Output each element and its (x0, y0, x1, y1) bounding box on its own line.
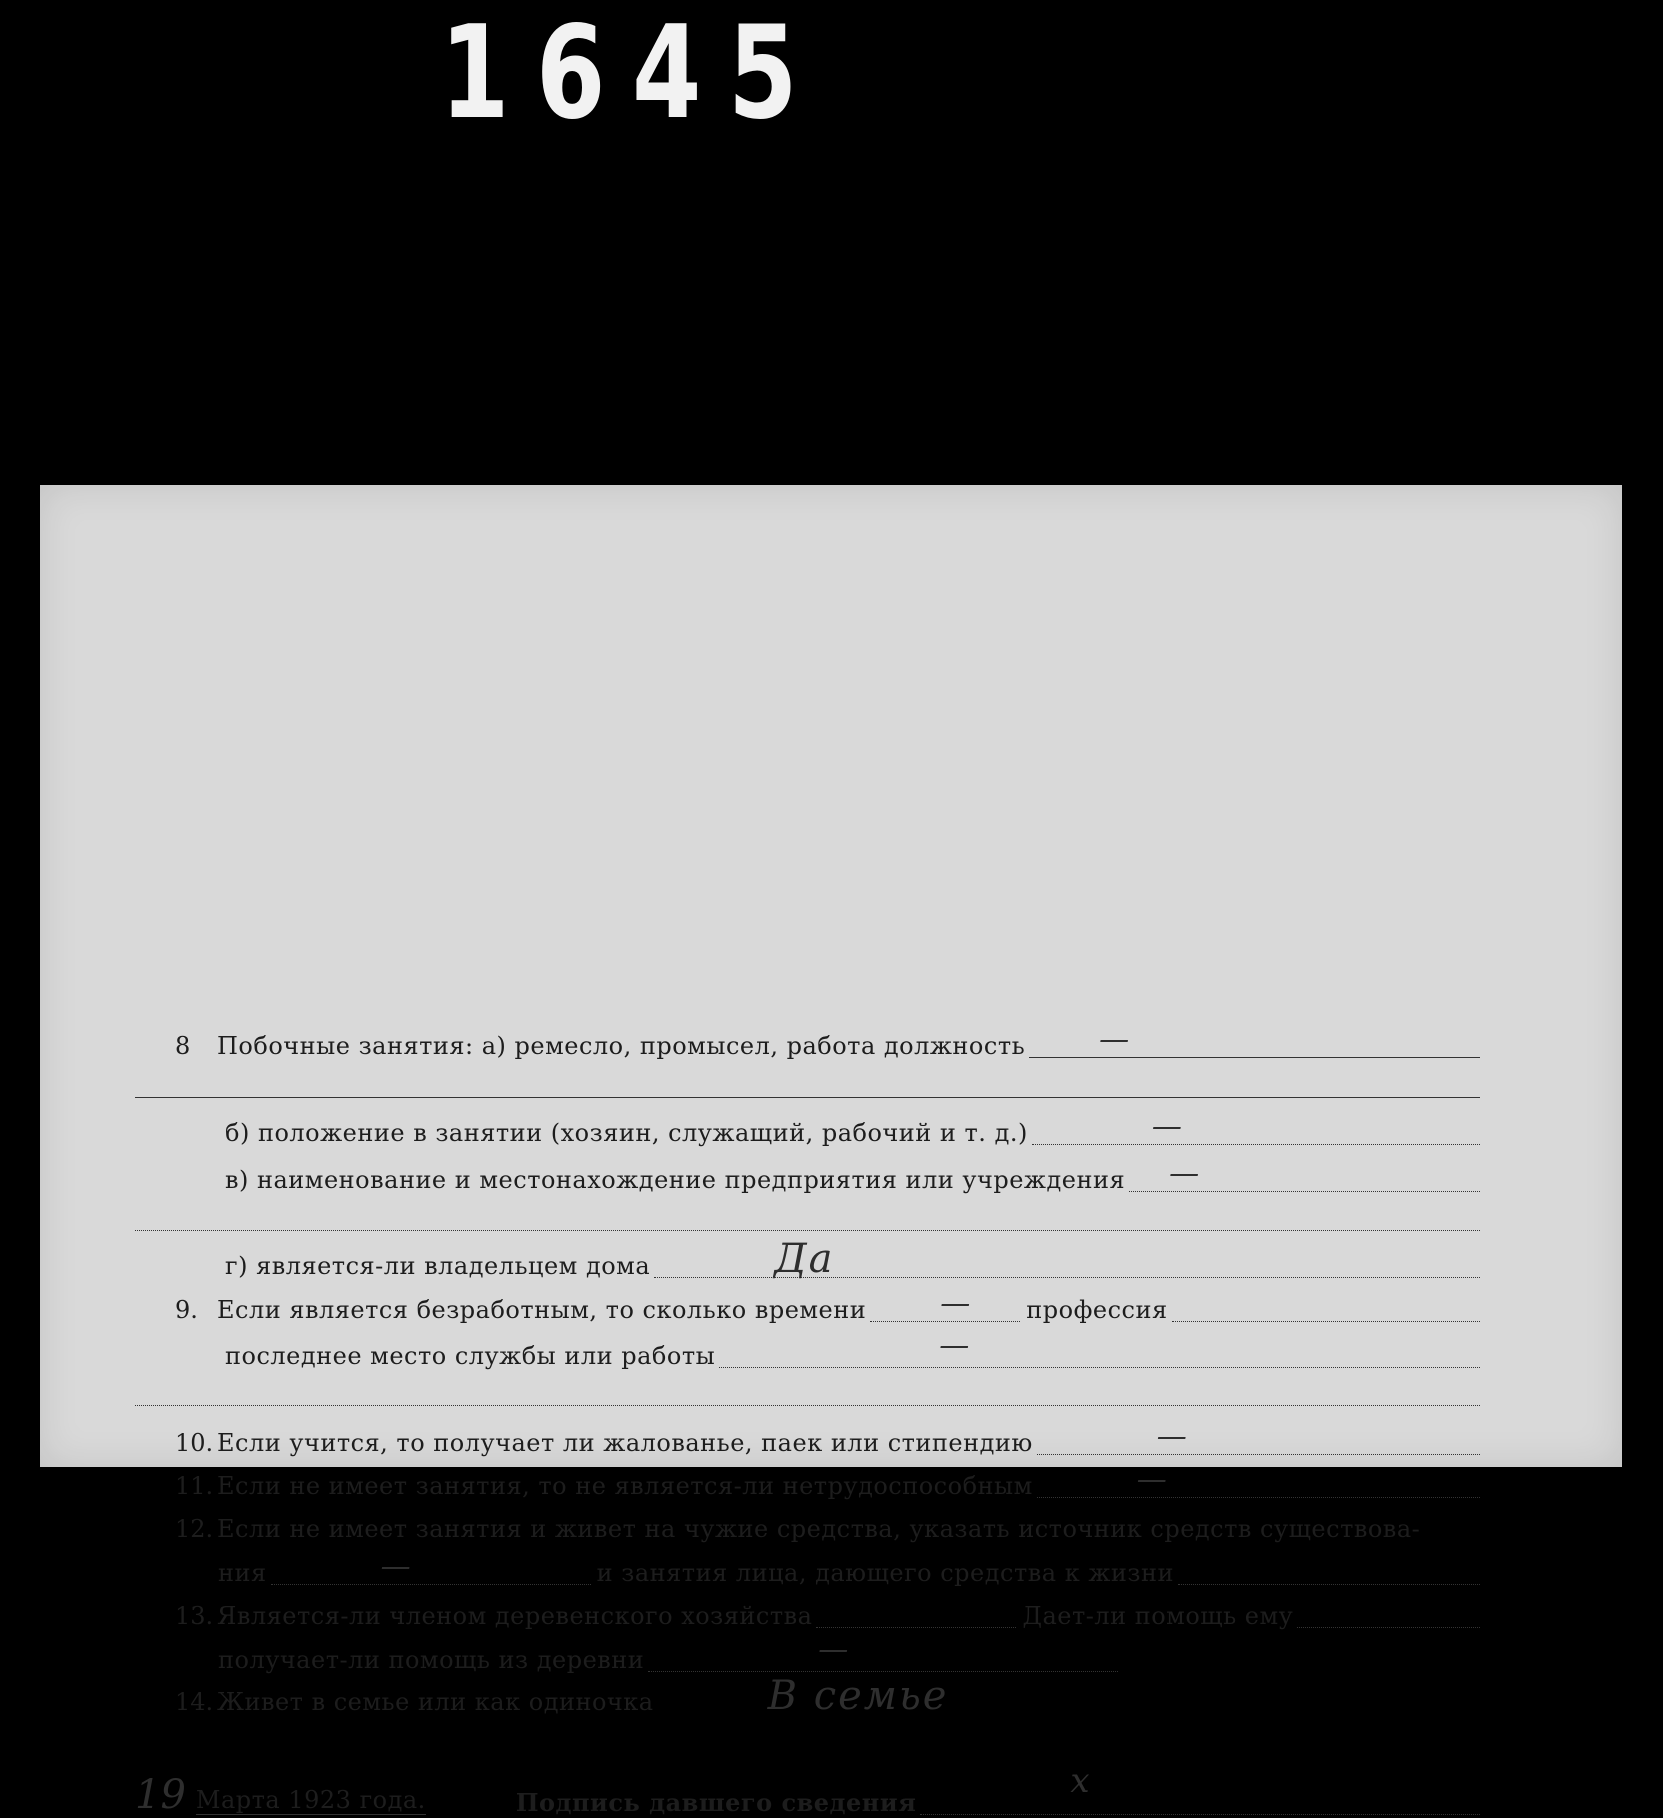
q11-field[interactable] (1037, 1462, 1480, 1498)
q13-receive-value: — (818, 1632, 851, 1667)
q14-value: В семье (767, 1673, 949, 1719)
q14-field[interactable] (658, 1673, 1480, 1719)
q12-number: 12. (175, 1515, 214, 1543)
date-text: Марта 1923 года. (195, 1786, 426, 1814)
q13-help-field[interactable] (1297, 1603, 1480, 1628)
signature-mark: x (1070, 1761, 1092, 1801)
q9-lastplace-value: — (939, 1328, 972, 1363)
q8a-label: Побочные занятия: а) ремесло, промысел, работа должность (217, 1032, 1026, 1060)
q8-number: 8 (175, 1032, 191, 1060)
q13-label-3: получает-ли помощь из деревни (218, 1646, 645, 1674)
frame-number: 1645 (440, 0, 824, 148)
q8b-label: б) положение в занятии (хозяин, служащий, рабочий и т. д.) (225, 1119, 1028, 1147)
q8b-value: — (1151, 1109, 1184, 1144)
q13-member-field[interactable] (816, 1603, 1016, 1628)
q8a-continuation-line (135, 1097, 1480, 1098)
q10-row (175, 1419, 1480, 1457)
q13-row-1 (175, 1603, 1480, 1628)
q11-value: — (1136, 1462, 1169, 1497)
q12-label-3: и занятия лица, дающего средства к жизни (596, 1559, 1174, 1587)
q8v-continuation-line (135, 1230, 1480, 1231)
q12-source-field[interactable] (271, 1549, 591, 1585)
q9-number: 9. (175, 1296, 198, 1324)
q13-label-1: Является-ли членом деревенского хозяйства (217, 1602, 813, 1630)
q8v-field[interactable] (1129, 1156, 1480, 1192)
q8b-row (225, 1109, 1480, 1147)
q11-row (175, 1462, 1480, 1500)
q9-time-field[interactable] (870, 1286, 1020, 1322)
q8v-label: в) наименование и местонахождение предприятия или учреждения (225, 1166, 1126, 1194)
q12-label-2: ния (218, 1559, 267, 1587)
q10-value: — (1156, 1419, 1189, 1454)
q13-label-2: Дает-ли помощь ему (1022, 1602, 1294, 1630)
census-card (40, 485, 1622, 1818)
q9-time-value: — (940, 1286, 973, 1321)
q12-row-2 (218, 1549, 1480, 1587)
signature-label: Подпись давшего сведения (515, 1788, 917, 1817)
q9-row-2 (225, 1328, 1480, 1370)
q10-number: 10. (175, 1429, 214, 1457)
q9-label-3: последнее место службы или работы (225, 1342, 716, 1370)
q13-number: 13. (175, 1602, 214, 1630)
q8v-value: — (1169, 1156, 1202, 1191)
q9-row-1 (175, 1286, 1480, 1324)
q8g-field[interactable] (654, 1236, 1480, 1282)
q10-field[interactable] (1037, 1419, 1480, 1455)
q10-label: Если учится, то получает ли жалованье, паек или стипендию (217, 1429, 1033, 1457)
q13-receive-field[interactable] (648, 1632, 1118, 1672)
q9-continuation-line (135, 1405, 1480, 1406)
q11-label: Если не имеет занятия, то не является-ли нетрудоспособным (217, 1472, 1033, 1500)
q14-label: Живет в семье или как одиночка (217, 1688, 654, 1716)
q12-source-value: — (380, 1549, 413, 1584)
footer-row (135, 1761, 1480, 1818)
q8a-value: — (1099, 1022, 1132, 1057)
q9-profession-field[interactable] (1172, 1297, 1480, 1322)
q8a-row (175, 1022, 1480, 1060)
q9-label-1: Если является безработным, то сколько времени (217, 1296, 867, 1324)
q8v-row (225, 1156, 1480, 1194)
q8g-value: Да (774, 1236, 835, 1282)
q9-lastplace-field[interactable] (719, 1328, 1480, 1368)
q14-number: 14. (175, 1688, 214, 1716)
q8g-label: г) является-ли владельцем дома (225, 1252, 651, 1280)
q14-row (175, 1673, 1480, 1719)
q9-label-2: профессия (1026, 1296, 1168, 1324)
q12-label-1: Если не имеет занятия и живет на чужие средства, указать источник средств существова- (217, 1515, 1421, 1543)
q8b-field[interactable] (1032, 1109, 1480, 1145)
q8a-field[interactable] (1029, 1022, 1480, 1058)
q12-row-1 (175, 1517, 1480, 1541)
signature-field[interactable] (920, 1761, 1480, 1815)
q11-number: 11. (175, 1472, 214, 1500)
date-day: 19 (135, 1772, 186, 1818)
q8g-row (225, 1236, 1480, 1282)
q13-row-2 (218, 1632, 1118, 1674)
q12-provider-field[interactable] (1178, 1560, 1480, 1585)
